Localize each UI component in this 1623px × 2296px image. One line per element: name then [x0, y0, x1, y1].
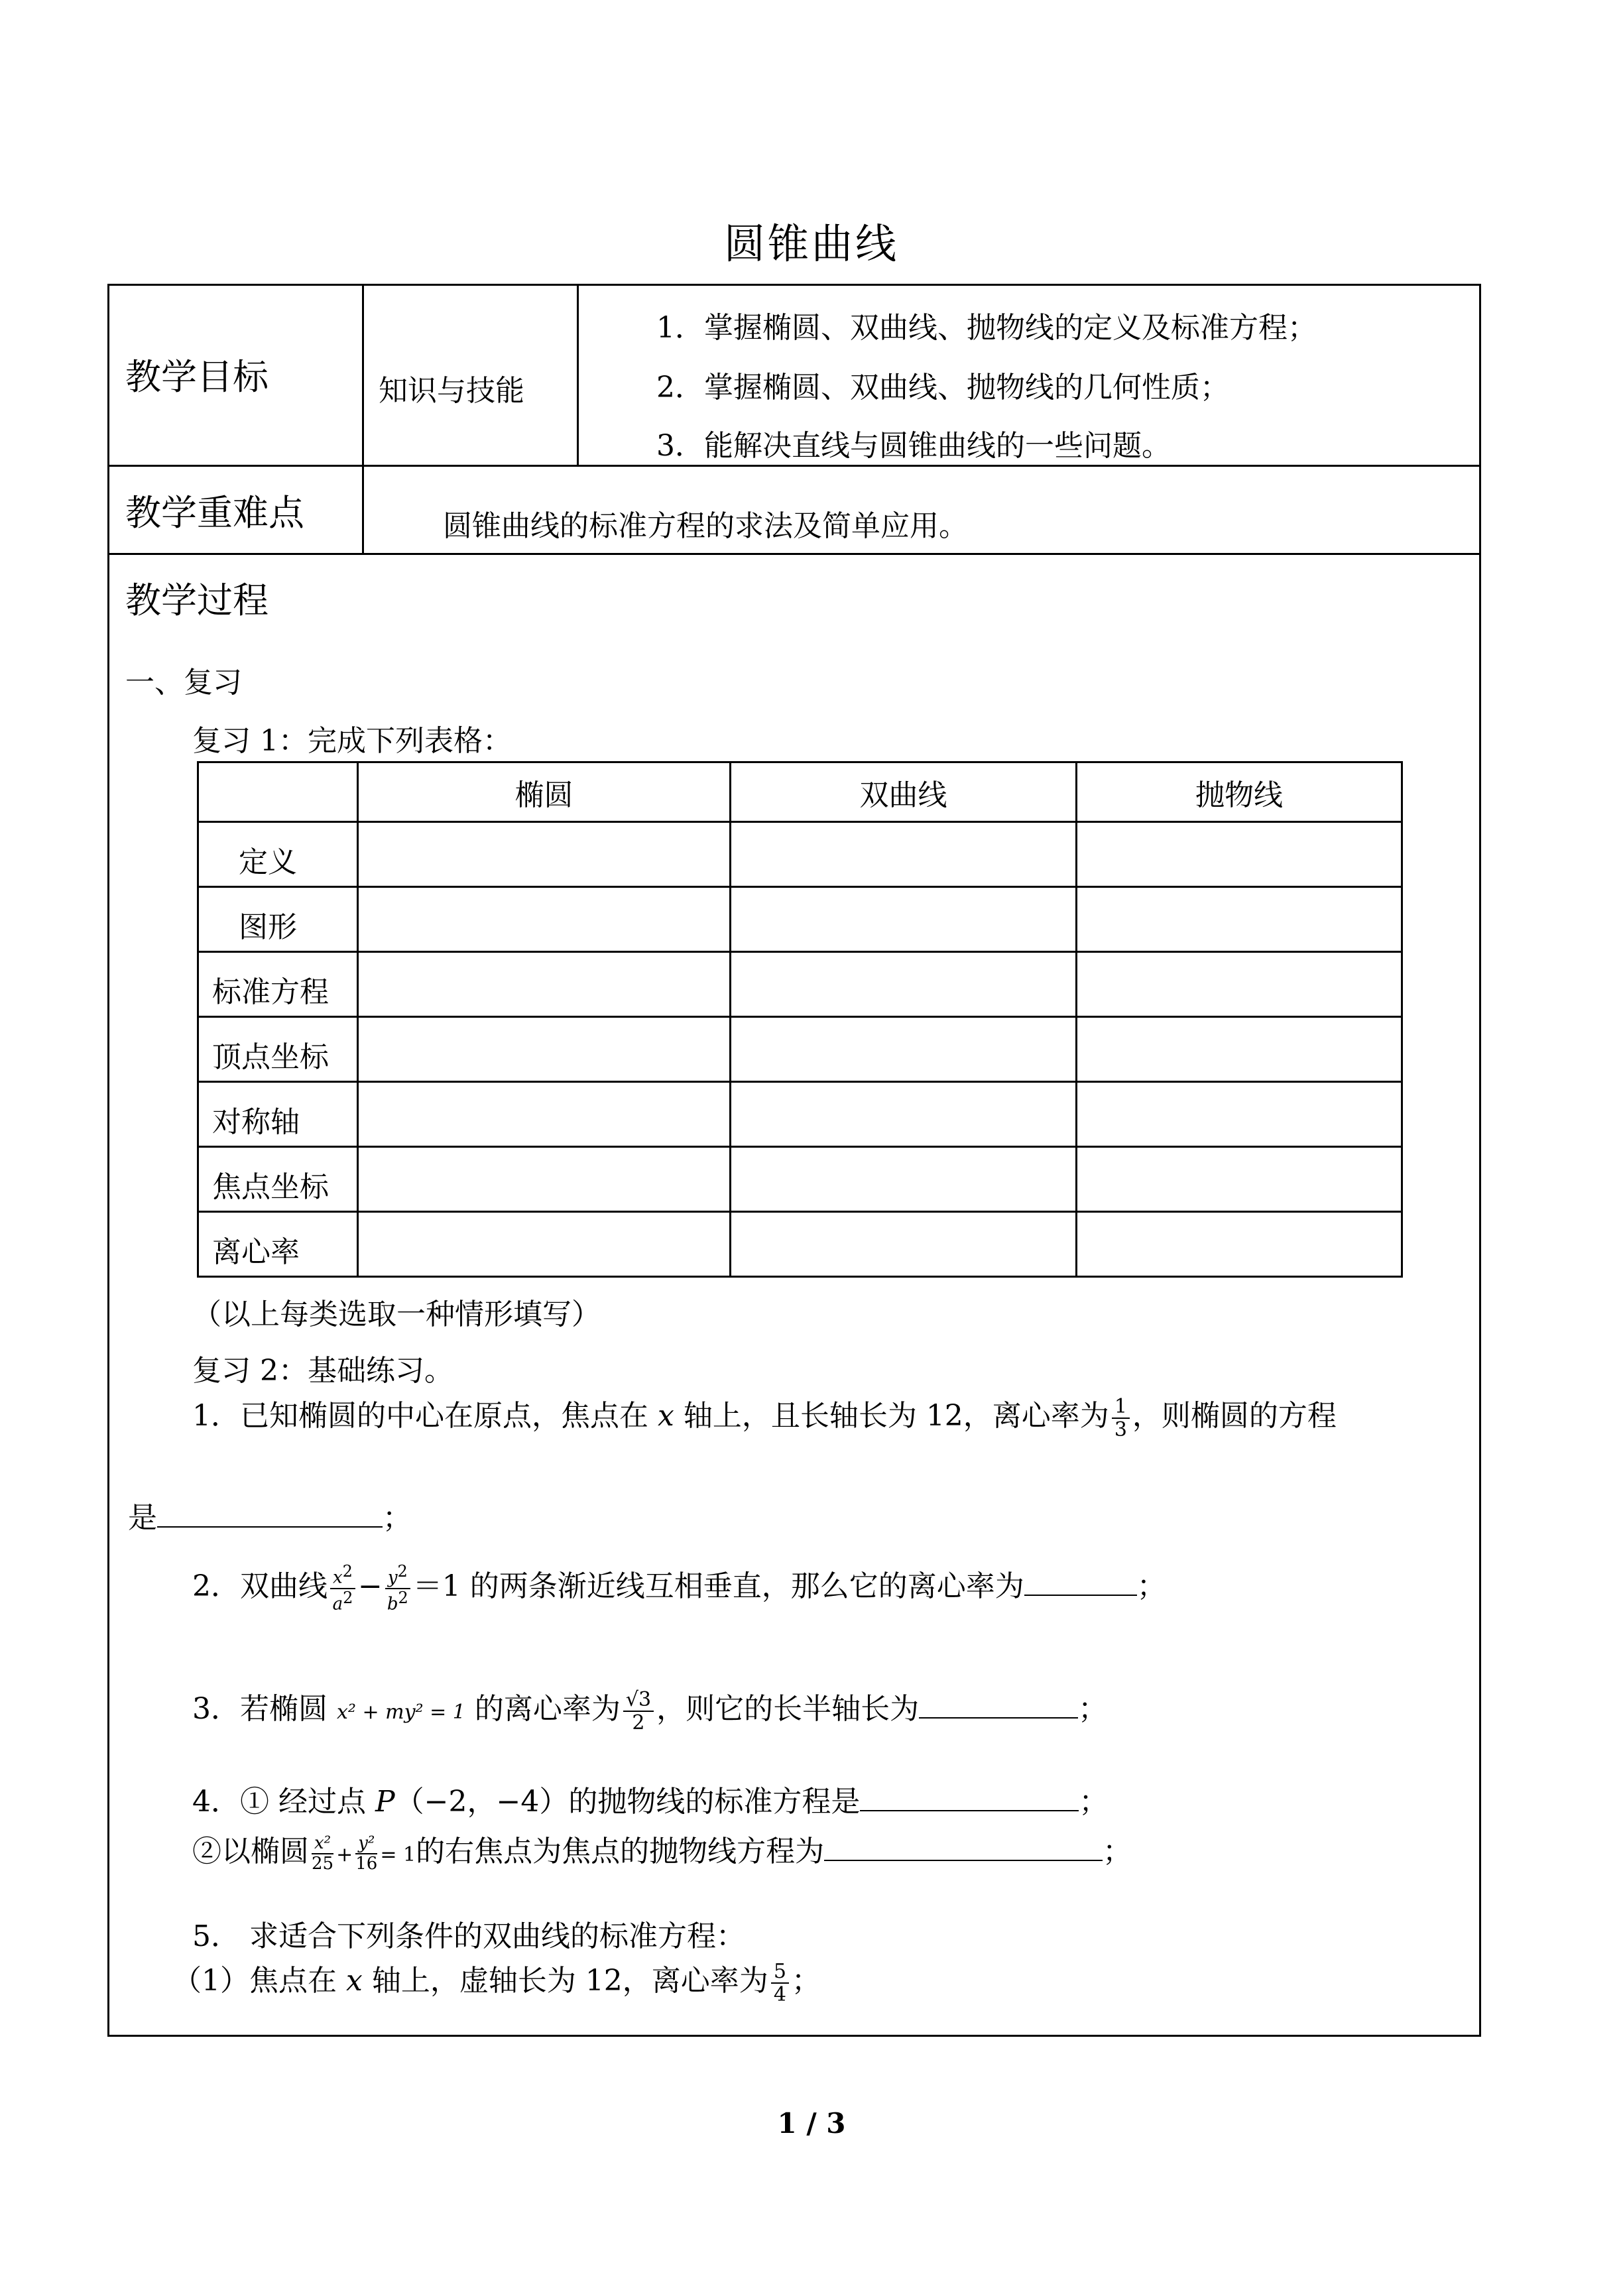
review2-label: 复习 2：基础练习。	[192, 1354, 453, 1388]
question-4-part-1: 4．① 经过点 P（−2，−4）的抛物线的标准方程是 ；	[192, 1785, 1109, 1819]
process-heading: 教学过程	[125, 579, 269, 621]
table-cell[interactable]	[358, 1017, 731, 1082]
table-cell[interactable]	[731, 1212, 1077, 1277]
table-cell[interactable]	[731, 952, 1077, 1017]
col-hyperbola: 双曲线	[731, 762, 1077, 822]
column-divider	[362, 286, 364, 553]
question-5: 5． 求适合下列条件的双曲线的标准方程：	[192, 1919, 745, 1953]
row-divider	[109, 553, 1479, 555]
goals-category: 知识与技能	[379, 374, 524, 408]
fraction-one-third: $\frac{1}{3}$	[1112, 1396, 1130, 1441]
table-header-row	[198, 762, 1402, 822]
answer-blank[interactable]	[919, 1691, 1078, 1719]
table-corner-cell	[198, 762, 358, 822]
var-x: x	[346, 1964, 363, 1998]
column-divider	[577, 286, 579, 465]
table-cell[interactable]	[358, 887, 731, 952]
table-cell[interactable]	[731, 887, 1077, 952]
table-cell[interactable]	[731, 1147, 1077, 1212]
answer-blank[interactable]	[824, 1833, 1103, 1861]
goals-heading: 教学目标	[125, 356, 269, 398]
table-cell[interactable]	[731, 822, 1077, 887]
col-parabola: 抛物线	[1077, 762, 1402, 822]
answer-blank[interactable]	[860, 1783, 1079, 1811]
fraction-x2-a2: $\frac{x^2}{a^2}$	[330, 1563, 355, 1614]
table-row	[198, 822, 1402, 887]
answer-blank[interactable]	[157, 1500, 383, 1528]
row-label-eccentricity: 离心率	[198, 1212, 358, 1277]
key-points-heading: 教学重难点	[125, 492, 304, 534]
goal-item-1: 1．掌握椭圆、双曲线、抛物线的定义及标准方程；	[656, 311, 1317, 345]
table-row	[198, 1147, 1402, 1212]
point-p: P	[375, 1785, 395, 1819]
table-cell[interactable]	[358, 1212, 731, 1277]
question-5-part-1: （1）焦点在 x 轴上，虚轴长为 12，离心率为 $\frac{5}{4}$ ；	[172, 1959, 821, 2006]
section-review-heading: 一、复习	[125, 666, 242, 699]
ellipse-equation: x² + my² = 1	[337, 1701, 465, 1724]
review-table	[197, 761, 1403, 1278]
question-2: 2．双曲线 $\frac{x^2}{a^2}$ − $\frac{y^2}{b^2}$ ＝1 的两条渐近线互相垂直，那么它的离心率为 ；	[192, 1562, 1166, 1614]
table-cell[interactable]	[1077, 1147, 1402, 1212]
document-title: 圆锥曲线	[723, 219, 899, 268]
table-cell[interactable]	[358, 952, 731, 1017]
row-label-focus: 焦点坐标	[198, 1147, 358, 1212]
row-divider	[109, 465, 1479, 467]
table-row	[198, 1082, 1402, 1147]
lesson-plan-frame	[107, 284, 1481, 2037]
question-3: 3．若椭圆 x² + my² = 1 的离心率为 $\frac{√3}{2}$ ，则它的长半轴长为 ；	[192, 1687, 1108, 1734]
table-cell[interactable]	[358, 822, 731, 887]
table-row	[198, 1017, 1402, 1082]
table-row	[198, 952, 1402, 1017]
table-row	[198, 1212, 1402, 1277]
fraction-sqrt3-over-2: $\frac{√3}{2}$	[623, 1689, 654, 1734]
table-cell[interactable]	[731, 1017, 1077, 1082]
row-label-definition: 定义	[198, 822, 358, 887]
col-ellipse: 椭圆	[358, 762, 731, 822]
page-number: 1 / 3	[777, 2107, 846, 2140]
var-x: x	[658, 1399, 674, 1433]
goal-item-3: 3．能解决直线与圆锥曲线的一些问题。	[656, 429, 1171, 463]
table-cell[interactable]	[1077, 1017, 1402, 1082]
answer-blank[interactable]	[1024, 1568, 1137, 1596]
question-4-part-2: ②以椭圆 $\frac{\text{x²}}{25}$ + $\frac{\text{y²}}{16}$ = 1的右焦点为焦点的抛物线方程为 ；	[192, 1833, 1132, 1874]
table-cell[interactable]	[1077, 952, 1402, 1017]
fraction-y2-16: $\frac{\text{y²}}{16}$	[355, 1833, 378, 1874]
row-label-graph: 图形	[198, 887, 358, 952]
table-cell[interactable]	[358, 1147, 731, 1212]
review1-label: 复习 1：完成下列表格：	[192, 724, 512, 758]
table-cell[interactable]	[1077, 822, 1402, 887]
key-points-text: 圆锥曲线的标准方程的求法及简单应用。	[443, 509, 968, 543]
table-row	[198, 887, 1402, 952]
table-cell[interactable]	[1077, 1212, 1402, 1277]
row-label-axis: 对称轴	[198, 1082, 358, 1147]
table-cell[interactable]	[1077, 1082, 1402, 1147]
fraction-x2-25: $\frac{\text{x²}}{25}$	[312, 1833, 334, 1874]
question-1: 1．已知椭圆的中心在原点，焦点在 x 轴上，且长轴长为 12，离心率为 $\frac{1}{3}$ ，则椭圆的方程	[192, 1394, 1337, 1441]
row-label-vertex: 顶点坐标	[198, 1017, 358, 1082]
fraction-y2-b2: $\frac{y^2}{b^2}$	[385, 1563, 410, 1614]
table-cell[interactable]	[731, 1082, 1077, 1147]
goal-item-2: 2．掌握椭圆、双曲线、抛物线的几何性质；	[656, 371, 1229, 404]
fraction-five-fourths: $\frac{5}{4}$	[771, 1961, 789, 2006]
table-cell[interactable]	[1077, 887, 1402, 952]
row-label-standard-equation: 标准方程	[198, 952, 358, 1017]
question-1-answer: 是 ；	[128, 1501, 412, 1535]
table-note: （以上每类选取一种情形填写）	[192, 1298, 601, 1331]
table-cell[interactable]	[358, 1082, 731, 1147]
